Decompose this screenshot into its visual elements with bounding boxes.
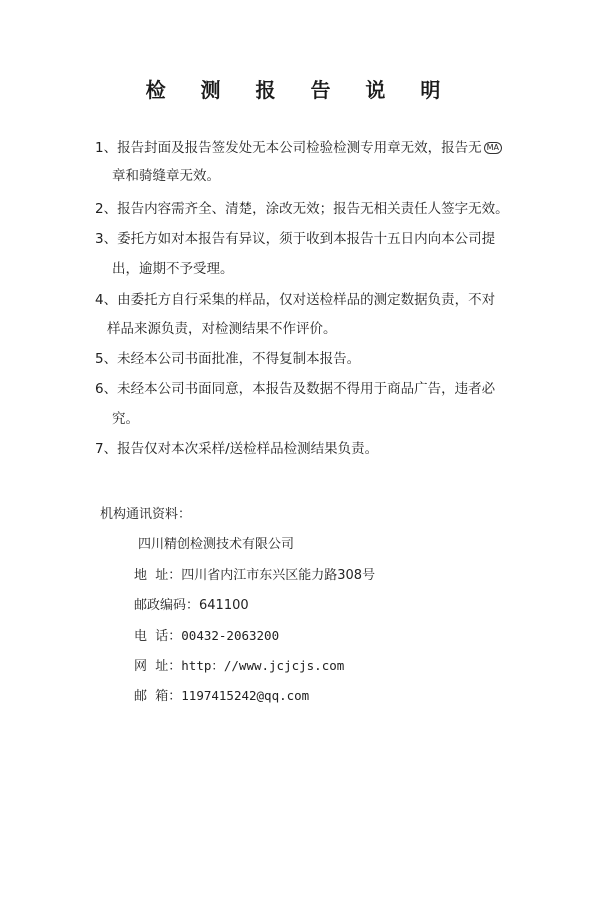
email-value: 1197415242@qq.com [181, 688, 310, 703]
address-value: 四川省内江市东兴区能力路308号 [181, 568, 376, 583]
ma-mark-icon: MA [484, 142, 502, 154]
org-postcode-row [134, 594, 249, 613]
notice-item-3: 3、委托方如对本报告有异议，须于收到本报告十五日内向本公司提 [95, 231, 496, 247]
notice-item-1-line1: 1、报告封面及报告签发处无本公司检验检测专用章无效，报告无 [95, 140, 482, 156]
web-label: 网 址： [134, 659, 182, 674]
notice-item-4: 4、由委托方自行采集的样品，仅对送检样品的测定数据负责，不对 [95, 292, 496, 308]
page-title: 检 测 报 告 说 明 [145, 78, 455, 102]
notice-item-1 [95, 139, 502, 157]
notice-item-7: 7、报告仅对本次采样/送检样品检测结果负责。 [95, 441, 379, 457]
org-phone-row [134, 625, 279, 644]
notice-item-1-line2: 章和骑缝章无效。 [112, 168, 220, 184]
email-label: 邮 箱： [134, 689, 182, 704]
notice-item-4-line2: 样品来源负责，对检测结果不作评价。 [107, 321, 337, 337]
org-heading: 机构通讯资料： [100, 507, 192, 522]
phone-label: 电 话： [134, 629, 182, 644]
org-address-row [134, 564, 375, 583]
notice-item-3-line2: 出，逾期不予受理。 [112, 261, 234, 277]
notice-item-6: 6、未经本公司书面同意，本报告及数据不得用于商品广告，违者必 [95, 381, 496, 397]
org-email-row [134, 685, 309, 704]
postcode-label: 邮政编码： [134, 598, 200, 613]
notice-item-6-line2: 究。 [112, 411, 139, 427]
notice-item-5: 5、未经本公司书面批准，不得复制本报告。 [95, 351, 361, 367]
phone-value: 00432-2063200 [181, 628, 280, 643]
web-value: http：//www.jcjcjs.com [181, 658, 345, 673]
org-web-row [134, 655, 344, 674]
notice-item-2: 2、报告内容需齐全、清楚，涂改无效；报告无相关责任人签字无效。 [95, 201, 509, 217]
org-name: 四川精创检测技术有限公司 [138, 537, 295, 552]
address-label: 地 址： [134, 568, 182, 583]
postcode-value: 641100 [199, 598, 249, 613]
